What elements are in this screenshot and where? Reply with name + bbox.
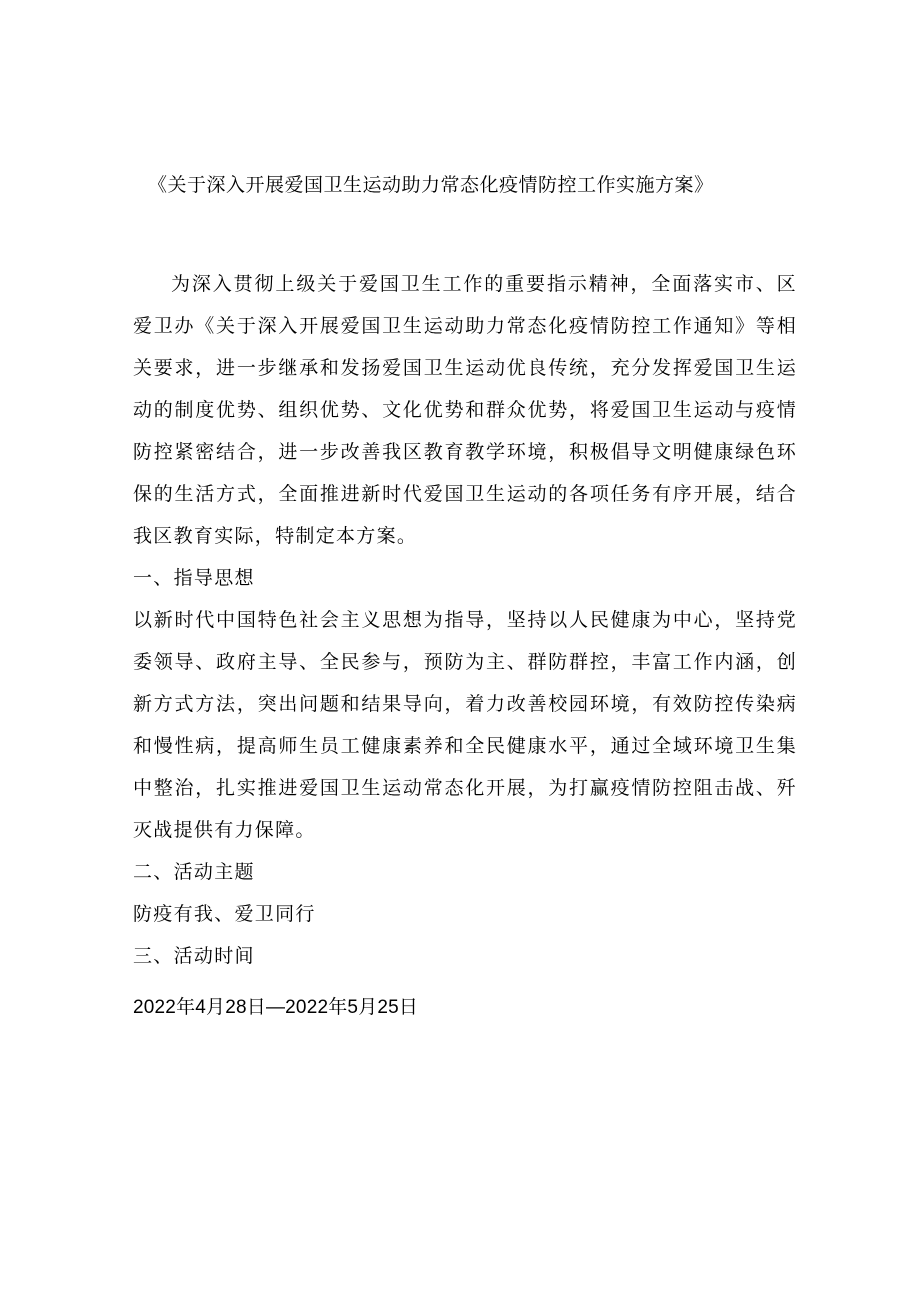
document-title: 《关于深入开展爱国卫生运动助力常态化疫情防控工作实施方案》 xyxy=(148,174,714,196)
section-heading-guiding-thought: 一、指导思想 xyxy=(133,567,255,589)
section-heading-activity-time: 三、活动时间 xyxy=(133,945,255,967)
section-content-activity-theme: 防疫有我、爱卫同行 xyxy=(133,903,316,925)
document-body xyxy=(133,263,797,1029)
intro-paragraph: 为深入贯彻上级关于爱国卫生工作的重要指示精神，全面落实市、区爱卫办《关于深入开展爱国卫生运动助力常态化疫情防控工作通知》等相关要求，进一步继承和发扬爱国卫生运动优良传统，充分发挥爱国卫生运动的制度优势、组织优势、文化优势和群众优势，将爱国卫生运动与疫情防控紧密结合，进一步改善我区教育教学环境，积极倡导文明健康绿色环保的生活方式，全面推进新时代爱国卫生运动的各项任务有序开展，结合我区教育实际，特制定本方案。 xyxy=(133,273,797,547)
section-content-guiding-thought: 以新时代中国特色社会主义思想为指导，坚持以人民健康为中心，坚持党委领导、政府主导、全民参与，预防为主、群防群控，丰富工作内涵，创新方式方法，突出问题和结果导向，着力改善校园环境，有效防控传染病和慢性病，提高师生员工健康素养和全民健康水平，通过全域环境卫生集中整治，扎实推进爱国卫生运动常态化开展，为打赢疫情防控阻击战、歼灭战提供有力保障。 xyxy=(133,609,797,841)
section-content-activity-time: 2022年4月28日—2022年5月25日 xyxy=(133,997,419,1018)
section-heading-activity-theme: 二、活动主题 xyxy=(133,861,255,883)
